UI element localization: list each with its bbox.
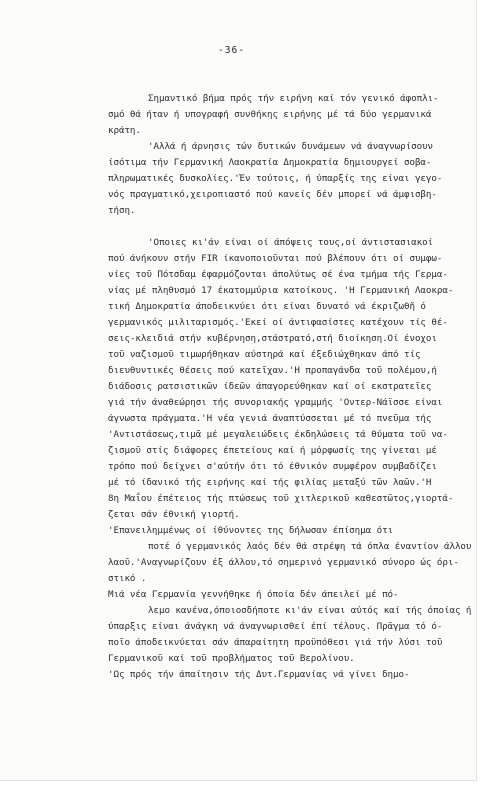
text-line: διάδοσις ρατσιστικῶν ίδεῶν άπαγορεύθηκαν καί οί εκστρατεῖες <box>108 381 432 392</box>
text-line: διευθυντικές θέσεις πού κατεῖχαν.'Η προπαγάνδα τοῦ πολέμου,ή <box>108 365 437 376</box>
text-line: ίσότιμα τήν Γερμανική Λαοκρατία Δημοκρατία δημιουργεί σοβα- <box>108 157 432 168</box>
text-line: Γερμανικοῦ καί τοῦ προβλήματος τοῦ Βερολίνου. <box>108 653 355 664</box>
text-line: λεμο κανένα,όποιοσδήποτε κι'άν είναι αύτός καί τής όποίας ή <box>148 605 472 616</box>
text-line: 'Αντιστάσεως,τιμᾶ μέ μεγαλειώδεις έκδηλώσεις τά θύματα τοῦ να- <box>108 429 448 440</box>
text-line: 'Επανειλημμένως οί ίθύνοντες της δήλωσαν έπίσημα ότι <box>108 525 394 536</box>
text-line: τοῦ ναζισμοῦ τιμωρήθηκαν αύστηρά καί έξεδιώχθηκαν άπό τίς <box>108 349 421 360</box>
text-line: 'Αλλά ή άρνησις τών δυτικών δυνάμεων νά άναγνωρίσουν <box>148 141 434 152</box>
text-line: γερμανικός μιλιταρισμός.'Εκεί οί άντιφασίστες κατέχουν τίς θέ- <box>108 317 448 328</box>
text-line: 8η Μαΐου έπέτειος τής πτώσεως τοῦ χιτλερικοῦ καθεστῶτος,γιορτά- <box>108 493 454 504</box>
text-line: Σημαντικό βήμα πρός τήν ειρήνη καί τόν γενικό άφοπλι- <box>148 93 439 104</box>
text-line: λαοῦ.'Αναγνωρίζουν έξ άλλου,τό σημερινό γερμανικό σύνορο ώς όρι- <box>108 557 459 568</box>
text-line: μέ τό ίδανικό τής ειρήνης καί τής φιλίας μεταξύ τῶν λαῶν.'Η <box>108 477 432 488</box>
text-line: πού άνήκουν στήν FIR ίκανοποιοῦνται πού βλέπουν ότι οί συμφω- <box>108 253 443 264</box>
text-line: νίας μέ πληθυσμό 17 έκατομμύρια κατοίκους. 'Η Γερμανική Λαοκρα- <box>108 285 454 296</box>
text-line: ποῖο άποδεικνύεται σάν άπαραίτητη προϋπόθεσι γιά τήν λύσι τοῦ <box>108 637 443 648</box>
text-line: νίες τοῦ Πότσδαμ έφαρμόζονται άπολύτως σέ ένα τμήμα τής Γερμα- <box>108 269 448 280</box>
text-line: 'Οποιες κι'άν είναι οί άπόψεις τους,οί άντιστασιακοί <box>148 237 434 248</box>
text-line: ζεται σάν έθνική γιορτή. <box>108 509 240 520</box>
page-number: -36- <box>218 45 246 56</box>
text-line: τική Δημοκρατία άποδεικνύει ότι είναι δυνατό νά έκριζωθῆ ό <box>108 301 426 312</box>
text-line: 'Ως πρός τήν άπαίτησιν τής Δυτ.Γερμανίας νά γίνει δημο- <box>108 669 410 680</box>
text-line: άγνωστα πράγματα.'Η νέα γενιά άναπτύσσεται μέ τό πνεῦμα τής <box>108 413 432 424</box>
text-line: κράτη. <box>108 125 141 136</box>
text-line: ζισμοῦ στίς διάφορες έπετείους καί ή μόρφωσίς της γίνεται μέ <box>108 445 437 456</box>
text-line: νός πραγματικό,χειροπιαστό πού κανείς δέν μπορεί νά άμφισβη- <box>108 189 437 200</box>
text-line: πληρωματικές δυσκολίες.'Έν τούτοις, ή ύπαρξίς της είναι γεγο- <box>108 173 443 184</box>
text-line: σμό θά ήταν ή υπογραφή συνθήκης ειρήνης μέ τά δύο γερμανικά <box>108 109 432 120</box>
text-line: Μιά νέα Γερμανία γεννήθηκε ή όποία δέν άπειλεί μέ πό- <box>108 589 399 600</box>
text-line: γιά τήν άναθεώρησι τής συνοριακής γραμμής 'Οντερ-Νάϊσσε είναι <box>108 397 443 408</box>
text-line: ποτέ ό γερμανικός λαός δέν θά στρέψη τά όπλα έναντίον άλλου <box>148 541 472 552</box>
text-line: σεις-κλειδιά στήν κυβέρνηση,στάστρατό,στή διοίκηση.Οί ένοχοι <box>108 333 437 344</box>
text-line: τήση. <box>108 205 136 216</box>
text-line: ύπαρξις είναι άνάγκη νά άναγνωρισθεί έπί τέλους. Πρᾶγμα τό ό- <box>108 621 443 632</box>
text-line: στικό . <box>108 573 147 584</box>
text-line: τρόπο πού δείχνει σ'αύτήν ότι τό έθνικόν συμφέρον συμβαδίζει <box>108 461 437 472</box>
